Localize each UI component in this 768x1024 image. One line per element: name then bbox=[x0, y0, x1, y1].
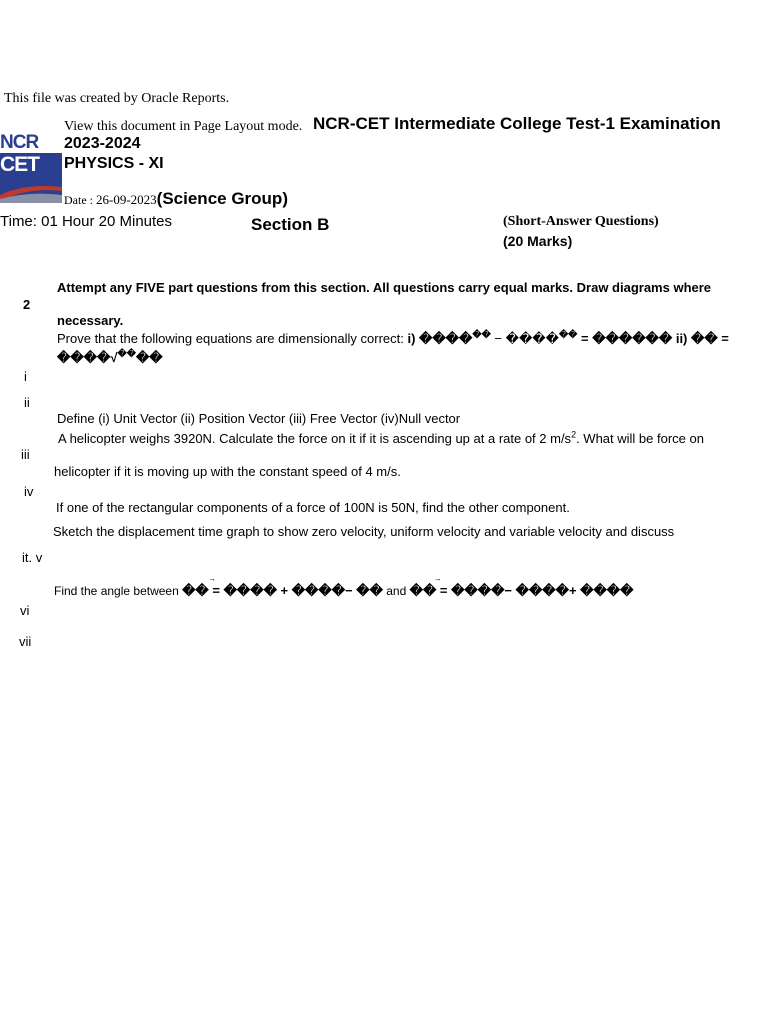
total-marks: (20 Marks) bbox=[503, 233, 573, 249]
question-type: (Short-Answer Questions) bbox=[503, 214, 659, 229]
question-v-text: Sketch the displacement time graph to show zero velocity, uniform velocity and variable velocity and discuss bbox=[53, 524, 675, 539]
question-vi-and: and bbox=[382, 584, 410, 598]
logo-swoosh-icon bbox=[0, 177, 62, 203]
question-vi-vector-b: �� → bbox=[409, 574, 442, 598]
question-vi-text bbox=[54, 574, 634, 599]
question-number: 2 bbox=[23, 297, 31, 312]
instructions-line-2: necessary. bbox=[57, 313, 124, 328]
question-i-text: Prove that the following equations are dimensionally correct: bbox=[57, 331, 408, 346]
section-title: Section B bbox=[251, 215, 330, 234]
question-iii-part-2: . What will be force on bbox=[576, 431, 704, 446]
date-value: 26-09-2023 bbox=[96, 192, 157, 207]
question-ii-text: Define (i) Unit Vector (ii) Position Vector (iii) Free Vector (iv)Null vector bbox=[57, 411, 461, 426]
question-iii-line-2: helicopter if it is moving up with the constant speed of 4 m/s. bbox=[54, 464, 401, 479]
question-iii-part-1: A helicopter weighs 3920N. Calculate the force on it if it is ascending up at a rate of 2 m/s bbox=[58, 431, 572, 446]
numeral-iv: iv bbox=[24, 484, 34, 499]
academic-year: 2023-2024 bbox=[64, 135, 141, 152]
question-i-eq2-sup: �� bbox=[117, 348, 136, 359]
exam-title: NCR-CET Intermediate College Test-1 Examination bbox=[313, 114, 721, 133]
numeral-i: i bbox=[24, 369, 27, 384]
question-i-eq-sup-2: �� bbox=[558, 329, 578, 340]
question-i-eq-part-2: − ���� bbox=[490, 331, 559, 346]
numeral-vii: vii bbox=[19, 634, 32, 649]
page-layout-note: View this document in Page Layout mode. bbox=[64, 119, 303, 134]
question-i-eq2-part-2: �� bbox=[135, 350, 163, 365]
oracle-reports-note: This file was created by Oracle Reports. bbox=[4, 91, 230, 106]
time-allowed: Time: 01 Hour 20 Minutes bbox=[0, 213, 173, 230]
logo-text-cet: CET bbox=[0, 153, 62, 177]
question-vi-vector-a: �� → bbox=[182, 574, 217, 598]
numeral-vi: vi bbox=[20, 603, 30, 618]
question-iii-sup: 2 bbox=[571, 429, 577, 440]
date-group-line bbox=[64, 189, 288, 209]
subject-title: PHYSICS - XI bbox=[64, 155, 164, 172]
question-vi-prefix: Find the angle between bbox=[54, 584, 183, 598]
numeral-iii: iii bbox=[21, 447, 30, 462]
question-i-line-1 bbox=[57, 331, 729, 347]
vector-arrow-icon: → bbox=[208, 574, 217, 583]
question-vi-expression-a: = ���� + ����− �� bbox=[208, 583, 383, 598]
numeral-v: it. v bbox=[22, 550, 43, 565]
date-label: Date : bbox=[64, 193, 96, 207]
question-iii-line-1 bbox=[58, 431, 704, 446]
instructions-line-1: Attempt any FIVE part questions from this section. All questions carry equal marks. Draw diagrams where bbox=[57, 280, 712, 295]
vector-arrow-icon: → bbox=[433, 574, 442, 583]
question-i-eq-part-1: i) ���� bbox=[407, 331, 473, 346]
question-i-eq2-part-1: ����√ bbox=[57, 350, 118, 365]
ncr-cet-logo bbox=[0, 133, 62, 203]
numeral-ii: ii bbox=[24, 395, 30, 410]
question-iv-text: If one of the rectangular components of a force of 100N is 50N, find the other component. bbox=[56, 500, 570, 515]
question-i-eq-sup-1: �� bbox=[472, 329, 491, 340]
question-i-eq-part-3: = ������ ii) �� = bbox=[577, 331, 729, 346]
question-vi-expression-b: = ����− ����+ ���� bbox=[436, 583, 634, 598]
question-i-line-2 bbox=[57, 350, 163, 366]
logo-text-ncr: NCR bbox=[0, 133, 39, 153]
group-label: (Science Group) bbox=[156, 189, 288, 208]
